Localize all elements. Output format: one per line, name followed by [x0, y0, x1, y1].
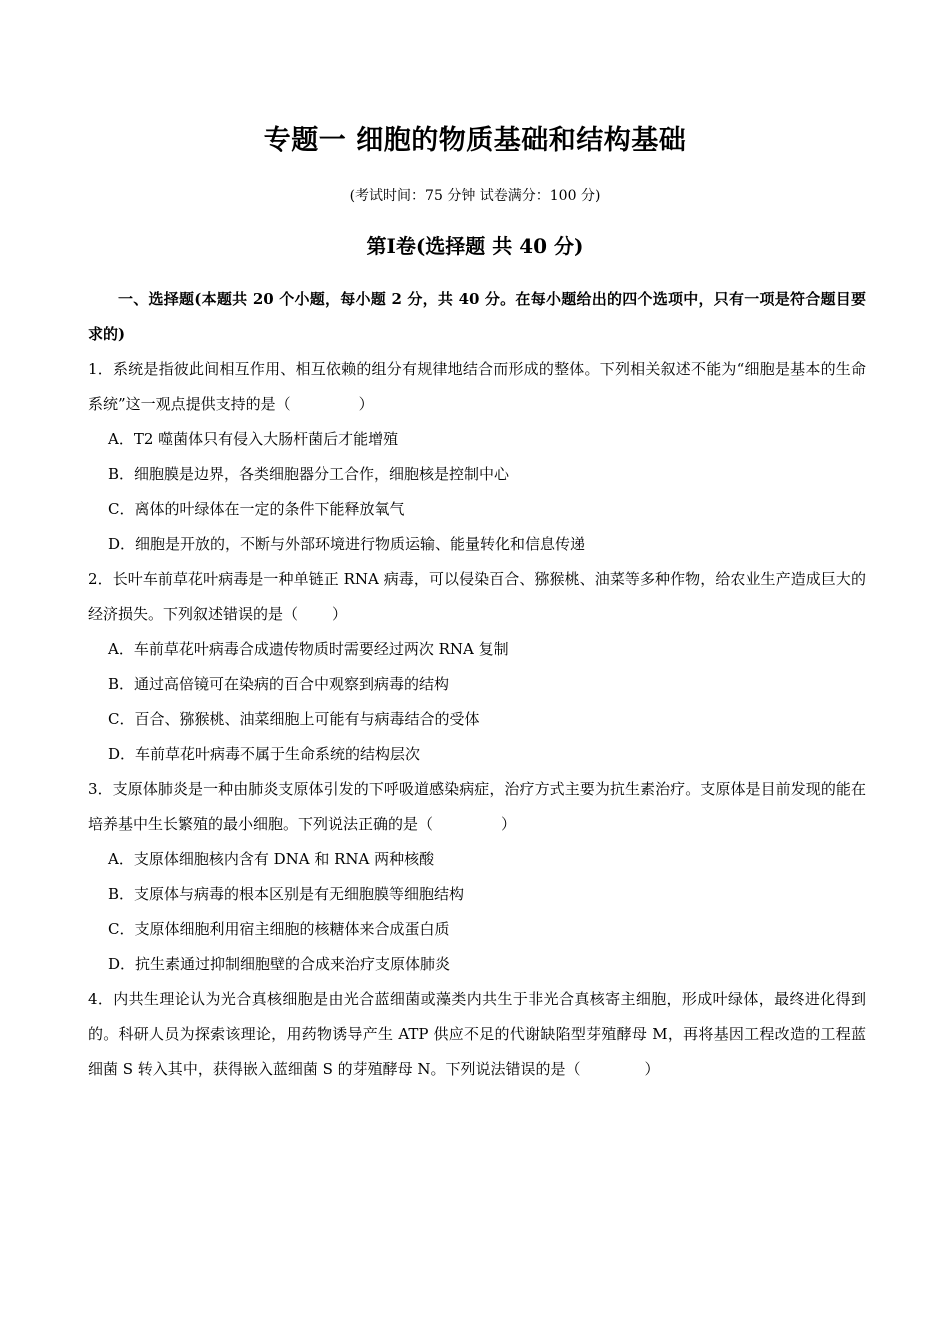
question-stem [88, 352, 866, 422]
question-text: 4．内共生理论认为光合真核细胞是由光合蓝细菌或藻类内共生于非光合真核寄主细胞，形成叶绿体，最终进化得到的。科研人员为探索该理论，用药物诱导产生 ATP 供应不足的代谢缺陷型芽殖酵母 M，再将基因工程改造的工程蓝细菌 S 转入其中，获得嵌入蓝细菌 S 的芽殖酵母 N。下列说法错误的是（ [88, 990, 866, 1078]
answer-paren-close: ） [358, 395, 374, 413]
answer-paren-close: ） [644, 1060, 660, 1078]
option-b: B．细胞膜是边界，各类细胞器分工合作，细胞核是控制中心 [108, 465, 510, 483]
option-c: C．离体的叶绿体在一定的条件下能释放氧气 [108, 500, 405, 518]
question-2 [88, 562, 866, 772]
question-1 [88, 352, 866, 562]
option-d: D．细胞是开放的，不断与外部环境进行物质运输、能量转化和信息传递 [108, 535, 586, 553]
question-text: 3．支原体肺炎是一种由肺炎支原体引发的下呼吸道感染病症，治疗方式主要为抗生素治疗。支原体是目前发现的能在培养基中生长繁殖的最小细胞。下列说法正确的是（ [88, 780, 866, 833]
question-3 [88, 772, 866, 982]
option-b: B．通过高倍镜可在染病的百合中观察到病毒的结构 [108, 675, 450, 693]
section-title: 第Ⅰ卷(选择题 共 40 分) [366, 234, 584, 258]
option-b: B．支原体与病毒的根本区别是有无细胞膜等细胞结构 [108, 885, 465, 903]
option-a: A．T2 噬菌体只有侵入大肠杆菌后才能增殖 [108, 430, 399, 448]
question-stem [88, 772, 866, 842]
exam-info: (考试时间：75 分钟 试卷满分：100 分) [349, 188, 601, 204]
option-d: D．抗生素通过抑制细胞壁的合成来治疗支原体肺炎 [108, 955, 451, 973]
option-c: C．百合、猕猴桃、油菜细胞上可能有与病毒结合的受体 [108, 710, 480, 728]
question-text: 2．长叶车前草花叶病毒是一种单链正 RNA 病毒，可以侵染百合、猕猴桃、油菜等多种作物，给农业生产造成巨大的经济损失。下列叙述错误的是（ [88, 570, 866, 623]
question-text: 1．系统是指彼此间相互作用、相互依赖的组分有规律地结合而形成的整体。下列相关叙述不能为“细胞是基本的生命系统”这一观点提供支持的是（ [88, 360, 866, 413]
option-c: C．支原体细胞利用宿主细胞的核糖体来合成蛋白质 [108, 920, 450, 938]
page-title: 专题一 细胞的物质基础和结构基础 [263, 125, 687, 156]
section-instructions: 一、选择题(本题共 20 个小题，每小题 2 分，共 40 分。在每小题给出的四个选项中，只有一项是符合题目要求的) [88, 290, 866, 343]
question-stem [88, 982, 866, 1087]
option-a: A．支原体细胞核内含有 DNA 和 RNA 两种核酸 [108, 850, 435, 868]
option-a: A．车前草花叶病毒合成遗传物质时需要经过两次 RNA 复制 [108, 640, 509, 658]
option-d: D．车前草花叶病毒不属于生命系统的结构层次 [108, 745, 421, 763]
question-body [88, 282, 866, 1087]
question-stem [88, 562, 866, 632]
question-4 [88, 982, 866, 1087]
answer-paren-close: ） [501, 815, 517, 833]
answer-paren-close: ） [332, 605, 348, 623]
